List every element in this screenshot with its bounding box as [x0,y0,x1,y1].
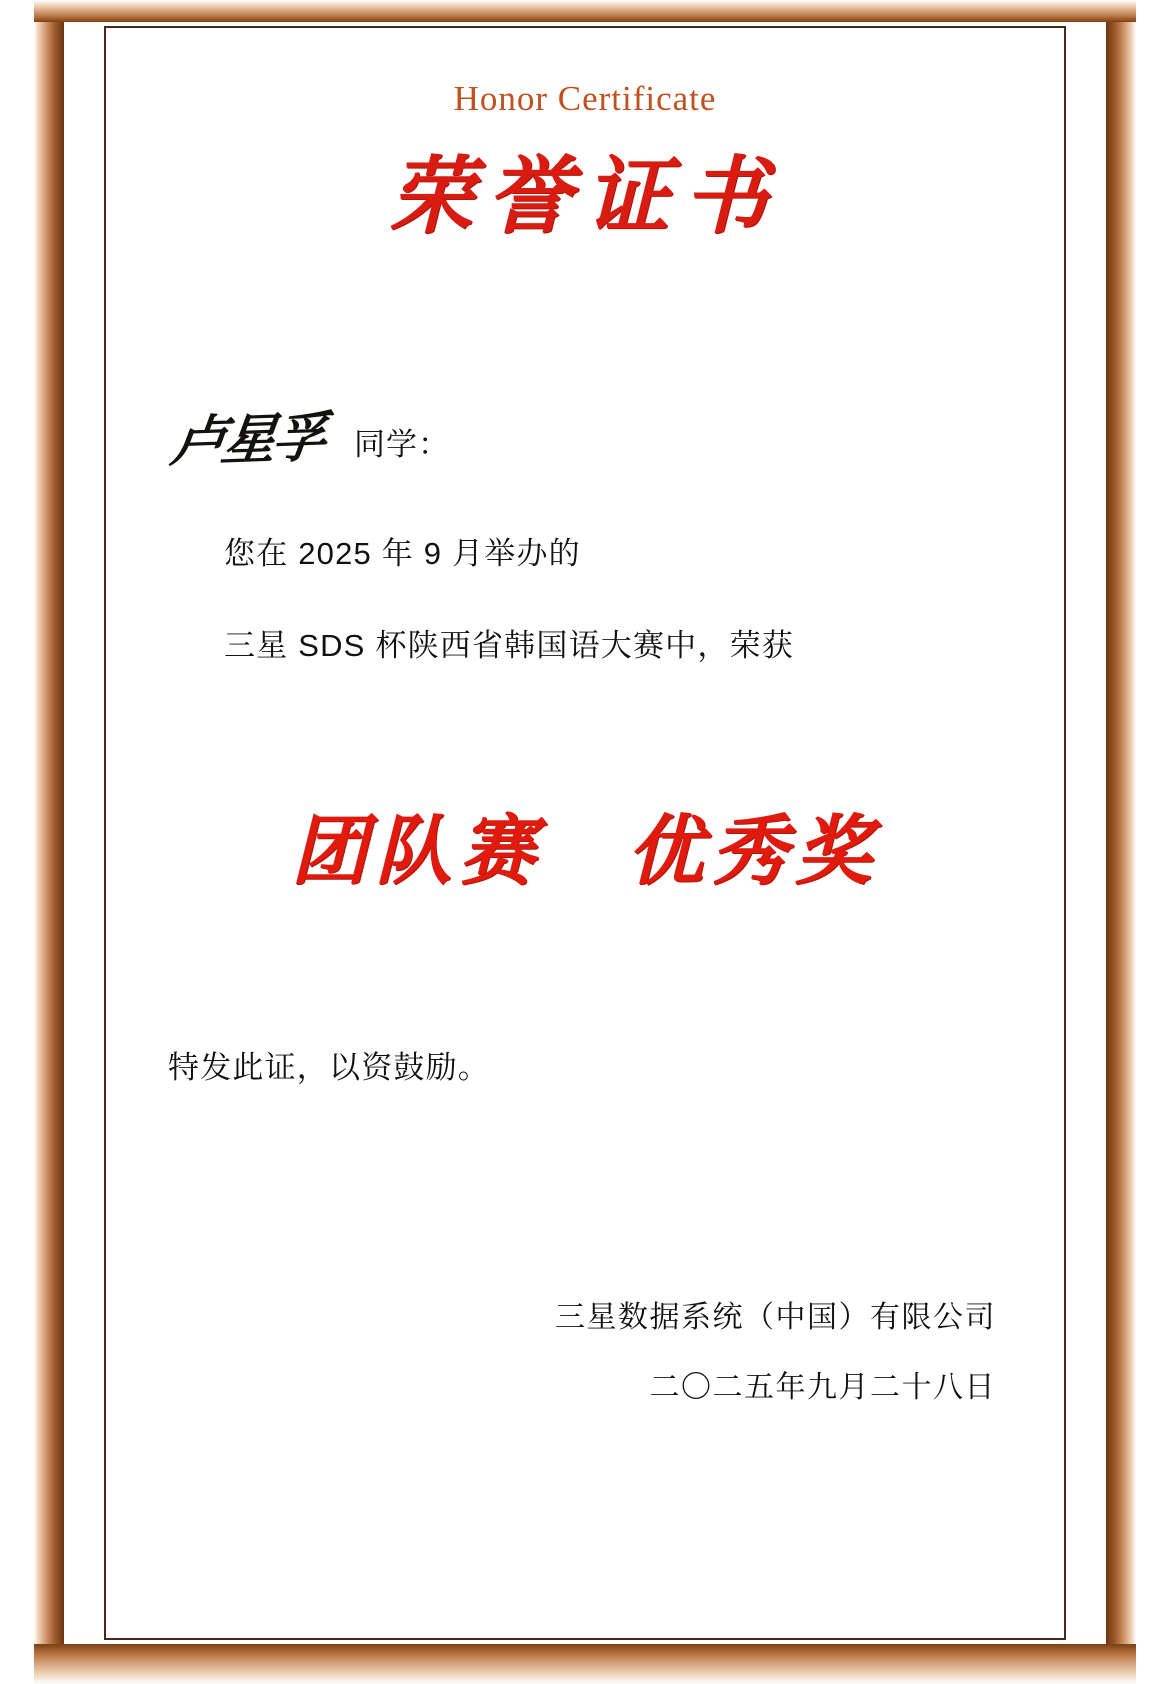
issuer-organization: 三星数据系统（中国）有限公司 [555,1301,996,1334]
recipient-title-suffix: 同学： [354,427,450,462]
heading-english: Honor Certificate [453,79,717,118]
body-text-line-1: 您在 2025 年 9 月举办的 [224,536,581,571]
frame-border-left [34,0,64,1684]
issuer-block [555,1292,996,1406]
recipient-name-handwritten: 卢星孚 [167,404,327,474]
body-text-line-2: 三星 SDS 杯陕西省韩国语大赛中，荣获 [224,628,794,663]
issue-date: 二〇二五年九月二十八日 [649,1371,996,1404]
frame-border-top [34,0,1136,22]
frame-border-bottom [34,1644,1136,1684]
closing-text: 特发此证，以资鼓励。 [168,1050,490,1085]
certificate-paper [112,34,1058,1632]
award-title: 团队赛 优秀奖 [291,806,879,895]
heading-chinese: 荣誉证书 [388,146,781,245]
recipient-line [167,404,450,474]
frame-border-right [1106,0,1136,1684]
